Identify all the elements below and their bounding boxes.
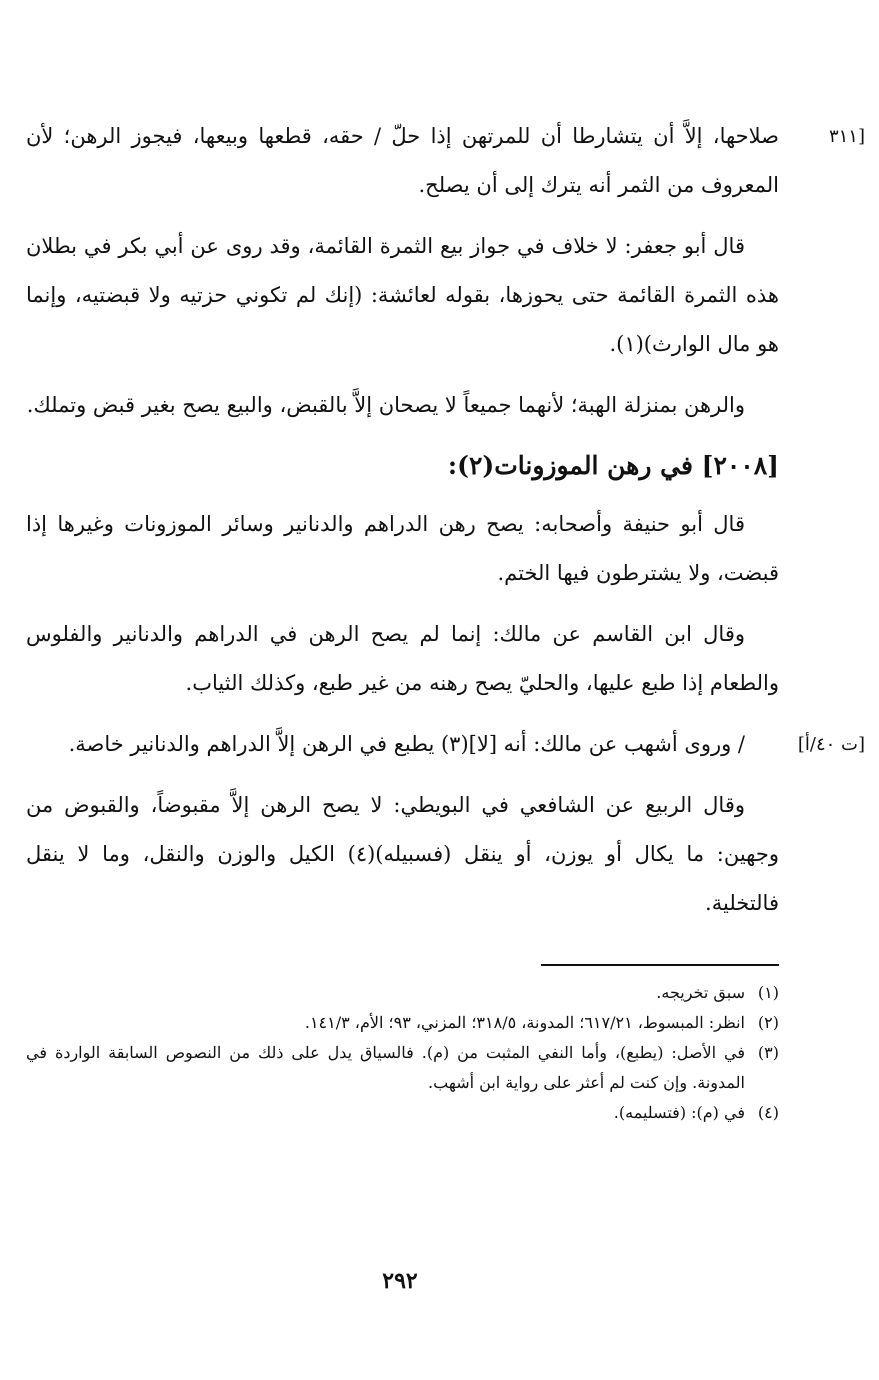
paragraph: قال أبو حنيفة وأصحابه: يصح رهن الدراهم والدنانير وسائر الموزونات وغيرها إذا قبضت، ولا يشترطون فيها الختم. [26,512,779,585]
page-number: ٢٩٢ [382,1268,418,1294]
main-text [26,112,865,928]
footnote-text: في الأصل: (يطبع)، وأما النفي المثبت من (م). فالسياق يدل على ذلك من النصوص السابقة الواردة في المدونة. وإن كنت لم أعثر على رواية ابن أشهب. [26,1043,745,1092]
margin-reference: [٣١١ [828,126,865,147]
paragraph: قال أبو جعفر: لا خلاف في جواز بيع الثمرة القائمة، وقد روى عن أبي بكر في بطلان هذه الثمرة القائمة حتى يحوزها، بقوله لعائشة: (إنك لم تكوني حزتيه ولا قبضتيه، وإنما هو مال الوارث)(١). [26,234,779,356]
paragraph-block [26,720,865,769]
footnote-number: (٣) [757,1043,779,1062]
section-heading: [٢٠٠٨] في رهن الموزونات(٢): [447,451,779,480]
margin-reference: [ت ٤٠/أ] [797,734,865,755]
paragraph: والرهن بمنزلة الهبة؛ لأنهما جميعاً لا يصحان إلاَّ بالقبض، والبيع يصح بغير قبض وتملك. [26,393,745,417]
footnote-number: (٢) [757,1013,779,1032]
footnote-number: (٤) [757,1103,779,1122]
paragraph: وقال ابن القاسم عن مالك: إنما لم يصح الرهن في الدراهم والدنانير والفلوس والطعام إذا طبع عليها، والحليّ يصح رهنه من غير طبع، وكذلك الثياب. [26,622,779,695]
footnote [26,1098,779,1128]
footnote [26,1038,779,1098]
footnote [26,978,779,1008]
footnote [26,1008,779,1038]
paragraph: صلاحها، إلاَّ أن يتشارطا أن للمرتهن إذا حلّ / حقه، قطعها وبيعها، فيجوز الرهن؛ لأن المعروف من الثمر أنه يترك إلى أن يصلح. [26,124,779,197]
footnote-text: سبق تخريجه. [656,983,745,1002]
footnotes [26,978,779,1128]
paragraph-block [26,112,865,210]
footnote-text: انظر: المبسوط، ٦١٧/٢١؛ المدونة، ٣١٨/٥؛ المزني، ٩٣؛ الأم، ١٤١/٣. [304,1013,745,1032]
footnote-text: في (م): (فتسليمه). [613,1103,745,1122]
paragraph: وقال الربيع عن الشافعي في البويطي: لا يصح الرهن إلاَّ مقبوضاً، والقبوض من وجهين: ما يكال أو يوزن، أو ينقل (فسبيله)(٤) الكيل والوزن والنقل، وما لا ينقل فالتخلية. [26,793,779,915]
footnote-divider [541,964,779,966]
paragraph: / وروى أشهب عن مالك: أنه [لا](٣) يطبع في الرهن إلاَّ الدراهم والدنانير خاصة. [68,732,745,756]
footnote-number: (١) [757,983,779,1002]
